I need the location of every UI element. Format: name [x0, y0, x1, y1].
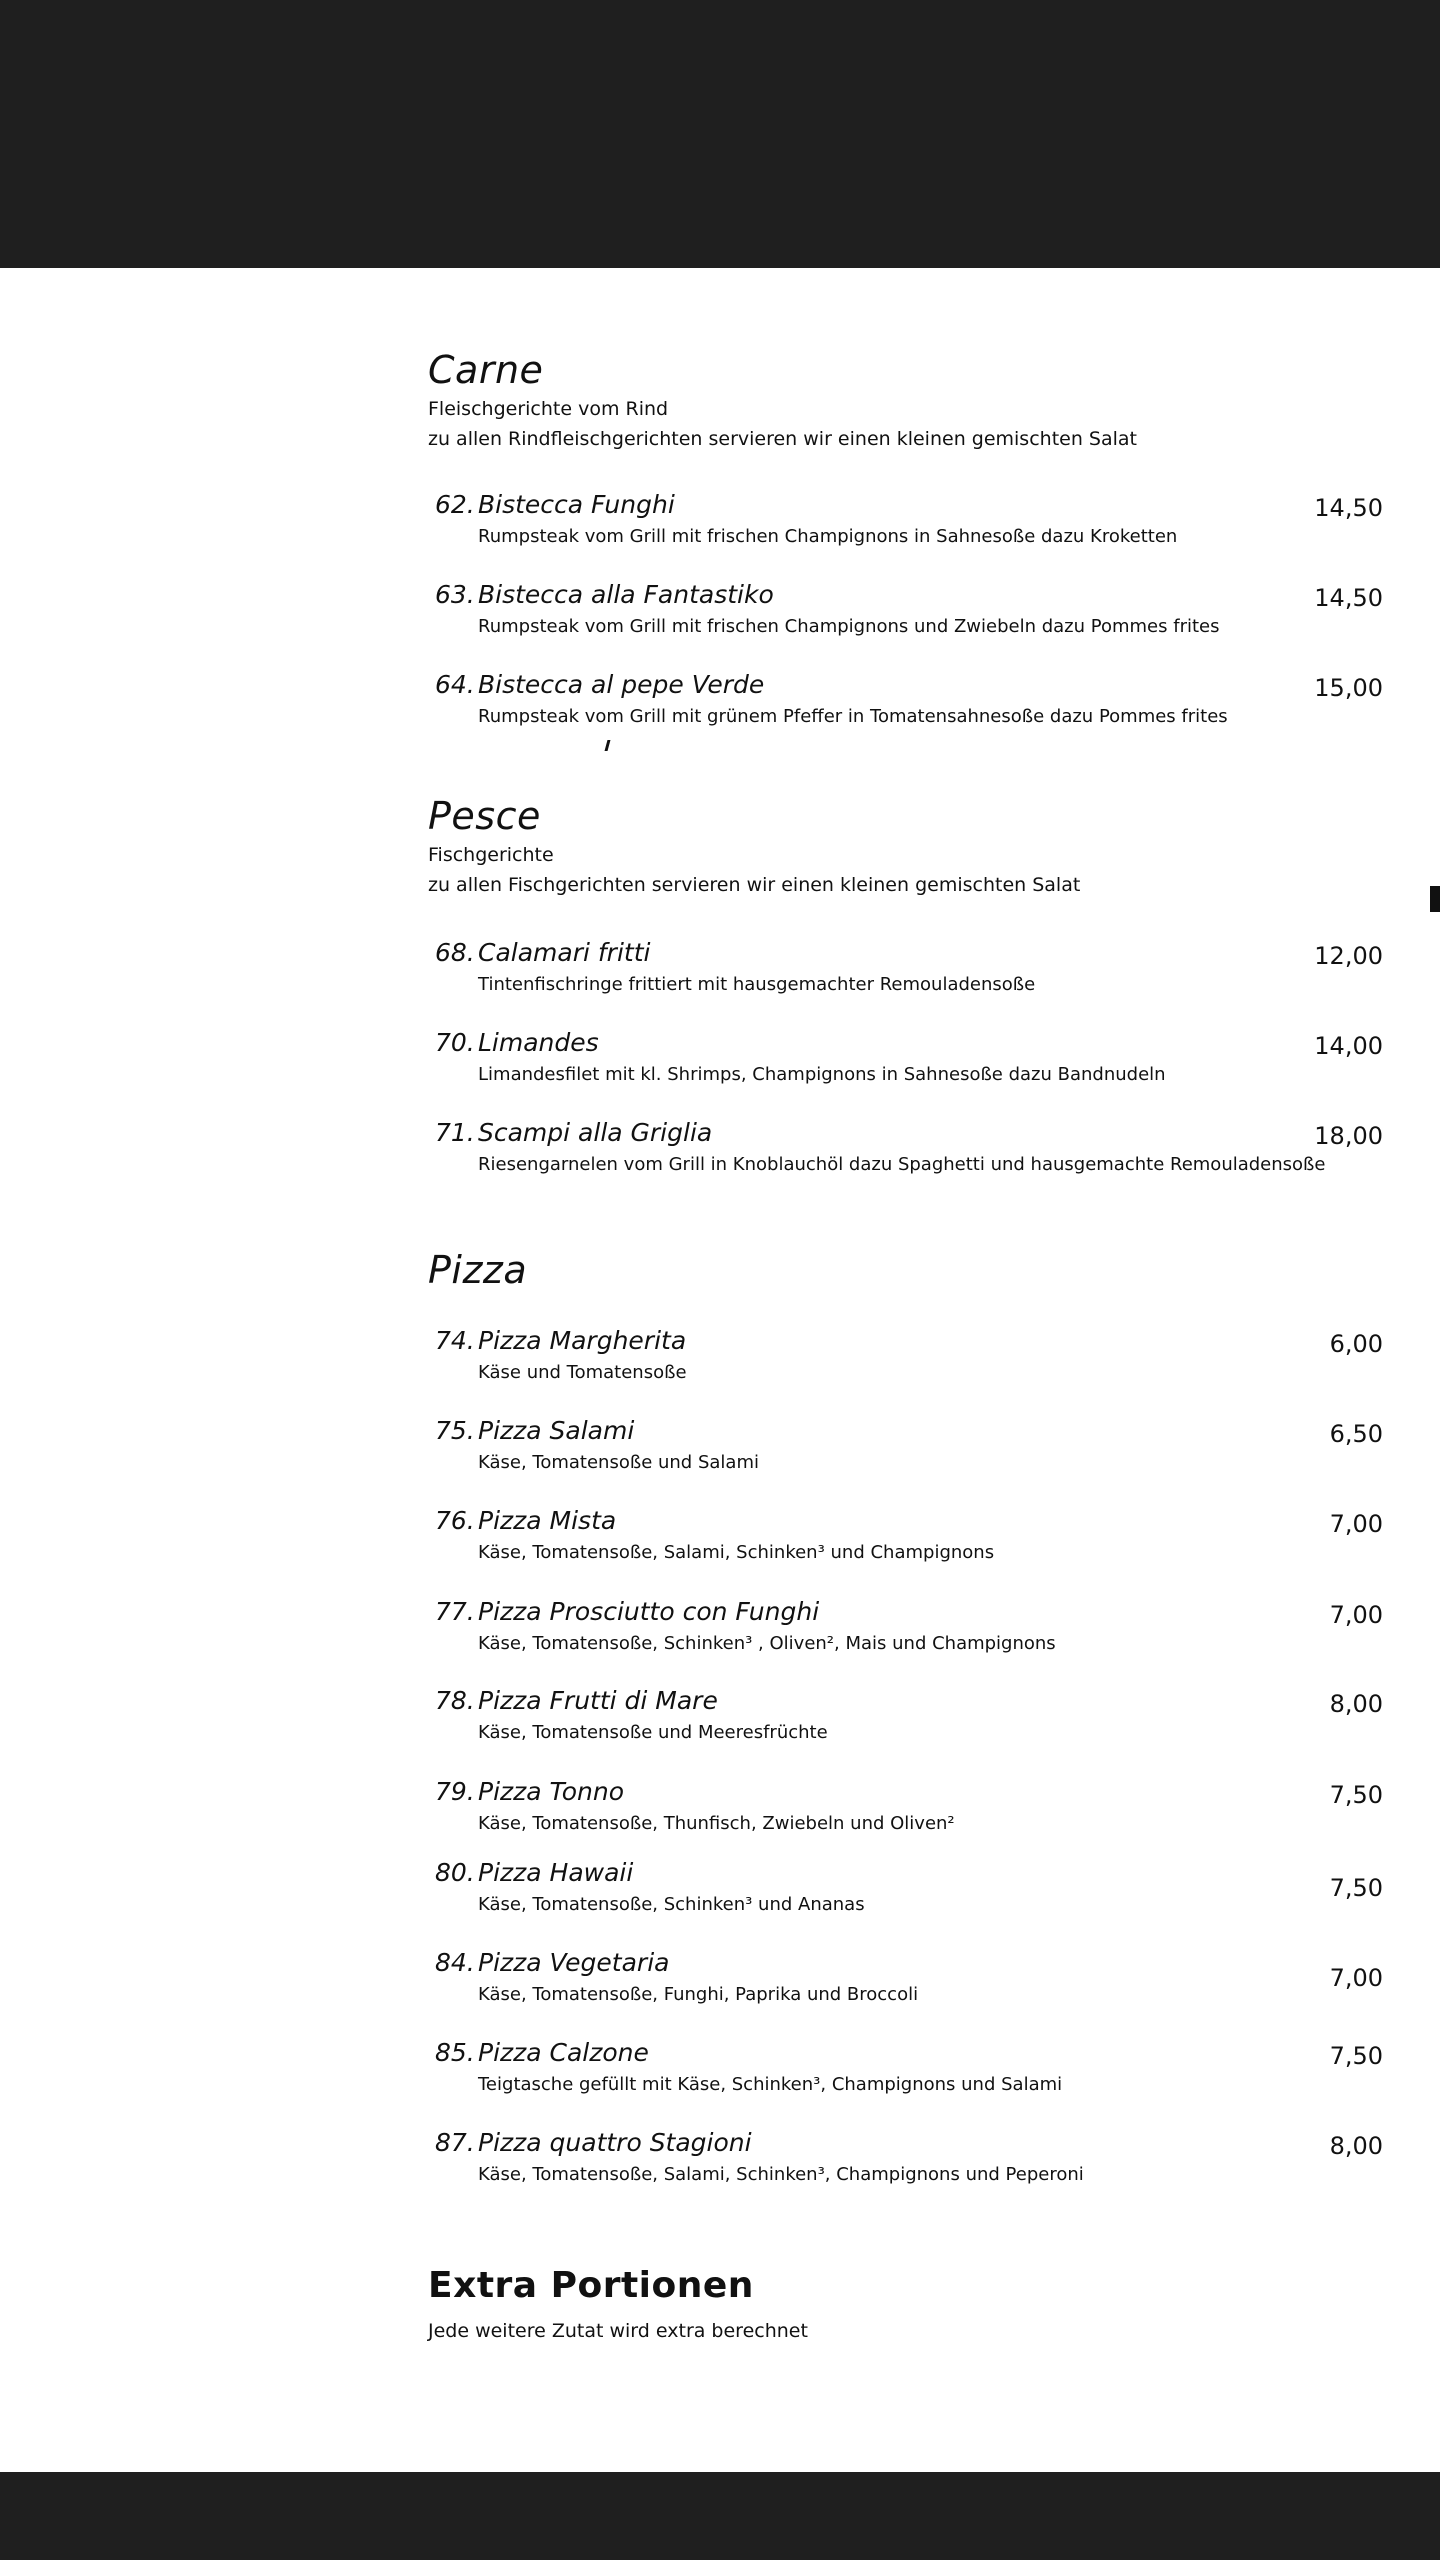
menu-item	[428, 1504, 1383, 1584]
item-description: Käse und Tomatensoße	[478, 1362, 687, 1383]
item-number: 77.	[435, 1597, 475, 1626]
item-description: Käse, Tomatensoße und Meeresfrüchte	[478, 1722, 828, 1743]
menu-item	[428, 1324, 1383, 1404]
item-number: 68.	[435, 938, 475, 967]
item-number: 87.	[435, 2128, 475, 2157]
item-price: 7,50	[1329, 1874, 1383, 1902]
section-subtitle: Jede weitere Zutat wird extra berechnet	[428, 2320, 808, 2342]
item-price: 8,00	[1329, 1690, 1383, 1718]
item-description: Limandesfilet mit kl. Shrimps, Champignons in Sahnesoße dazu Bandnudeln	[478, 1064, 1166, 1085]
item-description: Tintenfischringe frittiert mit hausgemachter Remouladensoße	[478, 974, 1036, 995]
item-number: 70.	[435, 1028, 475, 1057]
item-price: 12,00	[1314, 942, 1383, 970]
item-name: Bistecca alla Fantastiko	[478, 580, 774, 609]
item-name: Pizza Vegetaria	[478, 1948, 670, 1977]
item-name: Pizza Frutti di Mare	[478, 1686, 718, 1715]
item-name: Calamari fritti	[478, 938, 651, 967]
item-description: Riesengarnelen vom Grill in Knoblauchöl dazu Spaghetti und hausgemachte Remouladensoße	[478, 1154, 1326, 1175]
item-price: 7,50	[1329, 1781, 1383, 1809]
item-price: 7,50	[1329, 2042, 1383, 2070]
item-price: 7,00	[1329, 1964, 1383, 1992]
item-description: Rumpsteak vom Grill mit frischen Champignons in Sahnesoße dazu Kroketten	[478, 526, 1178, 547]
item-name: Pizza Mista	[478, 1506, 617, 1535]
item-number: 80.	[435, 1858, 475, 1887]
item-number: 78.	[435, 1686, 475, 1715]
menu-item	[428, 1026, 1383, 1106]
menu-item	[428, 578, 1383, 658]
item-name: Pizza quattro Stagioni	[478, 2128, 752, 2157]
section-subtitle: Fischgerichte	[428, 844, 554, 866]
item-price: 6,50	[1329, 1420, 1383, 1448]
edge-mark	[1430, 886, 1440, 912]
menu-item	[428, 1116, 1383, 1196]
item-number: 76.	[435, 1506, 475, 1535]
item-description: Rumpsteak vom Grill mit frischen Champignons und Zwiebeln dazu Pommes frites	[478, 616, 1220, 637]
section-extra	[428, 2262, 1388, 2346]
top-dark-bar	[0, 0, 1440, 268]
item-number: 75.	[435, 1416, 475, 1445]
item-price: 14,50	[1314, 494, 1383, 522]
item-description: Käse, Tomatensoße, Funghi, Paprika und Broccoli	[478, 1984, 919, 2005]
item-description: Käse, Tomatensoße, Thunfisch, Zwiebeln und Oliven²	[478, 1813, 955, 1834]
menu-item	[428, 936, 1383, 1016]
item-price: 14,50	[1314, 584, 1383, 612]
menu-item	[428, 668, 1383, 748]
item-description: Käse, Tomatensoße, Schinken³ , Oliven², Mais und Champignons	[478, 1633, 1056, 1654]
item-number: 74.	[435, 1326, 475, 1355]
item-price: 7,00	[1329, 1510, 1383, 1538]
item-number: 63.	[435, 580, 475, 609]
item-name: Pizza Calzone	[478, 2038, 649, 2067]
menu-item	[428, 2126, 1383, 2206]
menu-item	[428, 1775, 1383, 1855]
section-note: zu allen Fischgerichten servieren wir einen kleinen gemischten Salat	[428, 874, 1081, 896]
menu-item	[428, 1856, 1383, 1936]
menu-item	[428, 1414, 1383, 1494]
menu-item	[428, 1946, 1383, 2026]
item-name: Limandes	[478, 1028, 599, 1057]
item-description: Teigtasche gefüllt mit Käse, Schinken³, Champignons und Salami	[478, 2074, 1063, 2095]
section-title: Pesce	[428, 794, 541, 838]
item-name: Pizza Prosciutto con Funghi	[478, 1597, 820, 1626]
item-name: Pizza Tonno	[478, 1777, 624, 1806]
section-pesce	[428, 792, 1388, 900]
section-subtitle: Fleischgerichte vom Rind	[428, 398, 669, 420]
item-name: Bistecca Funghi	[478, 490, 675, 519]
item-price: 15,00	[1314, 674, 1383, 702]
item-price: 18,00	[1314, 1122, 1383, 1150]
menu-item	[428, 1595, 1383, 1675]
menu-page	[0, 268, 1440, 2472]
item-price: 14,00	[1314, 1032, 1383, 1060]
item-number: 62.	[435, 490, 475, 519]
section-title: Carne	[428, 348, 544, 392]
item-number: 64.	[435, 670, 475, 699]
item-description: Käse, Tomatensoße, Schinken³ und Ananas	[478, 1894, 865, 1915]
item-description: Käse, Tomatensoße und Salami	[478, 1452, 759, 1473]
section-pizza	[428, 1246, 1388, 1294]
bottom-dark-bar	[0, 2472, 1440, 2560]
item-name: Scampi alla Griglia	[478, 1118, 713, 1147]
item-number: 79.	[435, 1777, 475, 1806]
section-note: zu allen Rindfleischgerichten servieren wir einen kleinen gemischten Salat	[428, 428, 1137, 450]
section-title: Pizza	[428, 1248, 528, 1292]
item-price: 6,00	[1329, 1330, 1383, 1358]
item-price: 7,00	[1329, 1601, 1383, 1629]
menu-item	[428, 1684, 1383, 1764]
item-description: Käse, Tomatensoße, Salami, Schinken³ und Champignons	[478, 1542, 995, 1563]
item-description: Käse, Tomatensoße, Salami, Schinken³, Champignons und Peperoni	[478, 2164, 1084, 2185]
item-number: 71.	[435, 1118, 475, 1147]
menu-item	[428, 2036, 1383, 2116]
item-name: Pizza Hawaii	[478, 1858, 634, 1887]
item-price: 8,00	[1329, 2132, 1383, 2160]
item-number: 84.	[435, 1948, 475, 1977]
item-name: Pizza Salami	[478, 1416, 635, 1445]
section-carne	[428, 346, 1388, 454]
item-name: Pizza Margherita	[478, 1326, 687, 1355]
section-title: Extra Portionen	[428, 2265, 754, 2306]
item-name: Bistecca al pepe Verde	[478, 670, 765, 699]
item-number: 85.	[435, 2038, 475, 2067]
menu-item	[428, 488, 1383, 568]
item-description: Rumpsteak vom Grill mit grünem Pfeffer in Tomatensahnesoße dazu Pommes frites	[478, 706, 1228, 727]
